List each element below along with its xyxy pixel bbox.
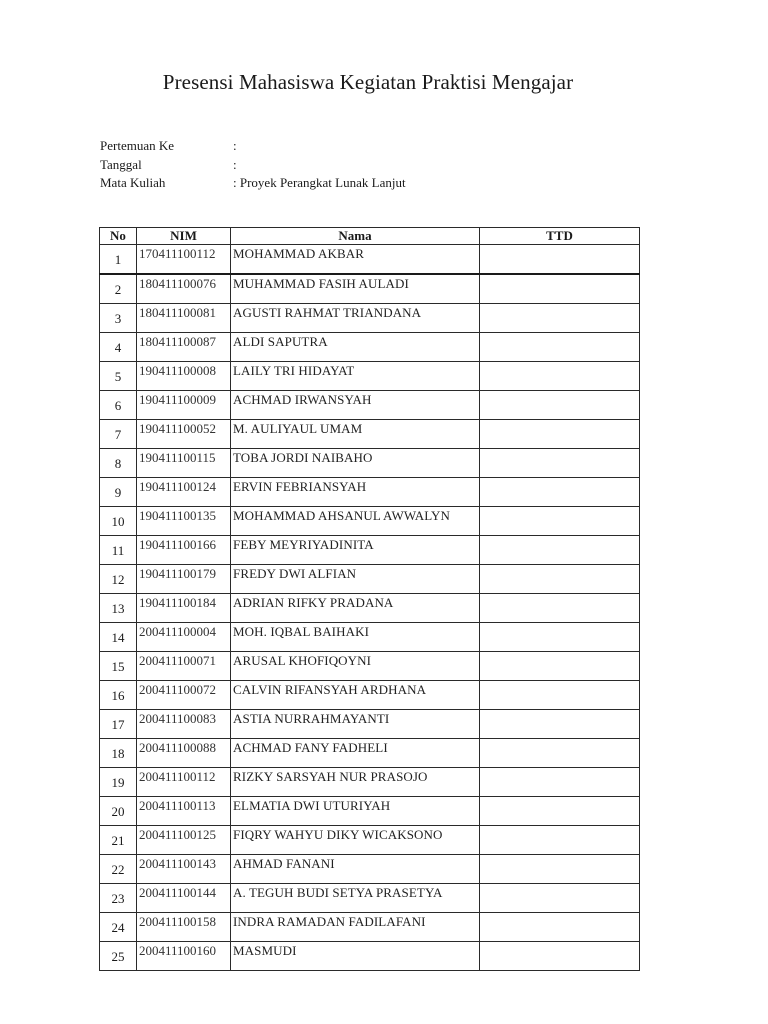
row-number: 15 — [100, 652, 137, 681]
row-number: 21 — [100, 826, 137, 855]
row-nama: ASTIA NURRAHMAYANTI — [231, 710, 480, 739]
row-number: 5 — [100, 362, 137, 391]
row-number: 13 — [100, 594, 137, 623]
table-row — [100, 652, 640, 681]
row-nama: MASMUDI — [231, 942, 480, 971]
row-number: 20 — [100, 797, 137, 826]
row-signature-cell — [480, 536, 640, 565]
row-nim: 190411100184 — [137, 594, 231, 623]
info-row-mata-kuliah — [100, 174, 406, 193]
row-signature-cell — [480, 420, 640, 449]
row-nama: ELMATIA DWI UTURIYAH — [231, 797, 480, 826]
row-number: 19 — [100, 768, 137, 797]
row-nim: 190411100009 — [137, 391, 231, 420]
row-signature-cell — [480, 391, 640, 420]
row-nama: ERVIN FEBRIANSYAH — [231, 478, 480, 507]
row-nim: 200411100143 — [137, 855, 231, 884]
table-row — [100, 594, 640, 623]
row-number: 16 — [100, 681, 137, 710]
row-number: 2 — [100, 274, 137, 304]
table-row — [100, 362, 640, 391]
row-number: 17 — [100, 710, 137, 739]
table-row — [100, 855, 640, 884]
table-row — [100, 536, 640, 565]
row-nama: FIQRY WAHYU DIKY WICAKSONO — [231, 826, 480, 855]
row-signature-cell — [480, 884, 640, 913]
row-number: 25 — [100, 942, 137, 971]
row-number: 1 — [100, 245, 137, 275]
table-row — [100, 478, 640, 507]
table-row — [100, 681, 640, 710]
row-number: 18 — [100, 739, 137, 768]
row-nama: AHMAD FANANI — [231, 855, 480, 884]
table-row — [100, 913, 640, 942]
row-nim: 200411100004 — [137, 623, 231, 652]
row-number: 8 — [100, 449, 137, 478]
row-number: 11 — [100, 536, 137, 565]
row-nama: FEBY MEYRIYADINITA — [231, 536, 480, 565]
row-nim: 190411100166 — [137, 536, 231, 565]
row-nim: 200411100113 — [137, 797, 231, 826]
row-nama: MUHAMMAD FASIH AULADI — [231, 274, 480, 304]
row-nim: 200411100083 — [137, 710, 231, 739]
row-signature-cell — [480, 245, 640, 275]
table-row — [100, 797, 640, 826]
row-number: 24 — [100, 913, 137, 942]
header-no: No — [100, 228, 137, 245]
row-nama: ACHMAD IRWANSYAH — [231, 391, 480, 420]
row-number: 22 — [100, 855, 137, 884]
info-row-tanggal — [100, 156, 406, 175]
row-number: 7 — [100, 420, 137, 449]
row-nama: ADRIAN RIFKY PRADANA — [231, 594, 480, 623]
table-row — [100, 768, 640, 797]
info-label: Mata Kuliah — [100, 175, 166, 190]
row-signature-cell — [480, 913, 640, 942]
row-nim: 190411100115 — [137, 449, 231, 478]
attendance-table — [99, 227, 640, 971]
row-signature-cell — [480, 274, 640, 304]
row-nim: 190411100179 — [137, 565, 231, 594]
row-nama: MOHAMMAD AHSANUL AWWALYN — [231, 507, 480, 536]
row-nama: A. TEGUH BUDI SETYA PRASETYA — [231, 884, 480, 913]
row-nim: 180411100076 — [137, 274, 231, 304]
info-row-pertemuan — [100, 137, 406, 156]
info-value: : Proyek Perangkat Lunak Lanjut — [233, 175, 406, 190]
row-nama: RIZKY SARSYAH NUR PRASOJO — [231, 768, 480, 797]
row-nama: LAILY TRI HIDAYAT — [231, 362, 480, 391]
table-row — [100, 507, 640, 536]
row-signature-cell — [480, 594, 640, 623]
row-signature-cell — [480, 623, 640, 652]
row-signature-cell — [480, 449, 640, 478]
row-nim: 200411100144 — [137, 884, 231, 913]
table-row — [100, 565, 640, 594]
table-row — [100, 623, 640, 652]
row-number: 3 — [100, 304, 137, 333]
row-nama: ARUSAL KHOFIQOYNI — [231, 652, 480, 681]
row-signature-cell — [480, 565, 640, 594]
header-ttd: TTD — [480, 228, 640, 245]
row-number: 23 — [100, 884, 137, 913]
row-signature-cell — [480, 304, 640, 333]
table-body — [100, 245, 640, 971]
table-row — [100, 942, 640, 971]
row-number: 4 — [100, 333, 137, 362]
header-nim: NIM — [137, 228, 231, 245]
row-nim: 170411100112 — [137, 245, 231, 275]
row-nim: 200411100112 — [137, 768, 231, 797]
row-nama: MOH. IQBAL BAIHAKI — [231, 623, 480, 652]
table-row — [100, 710, 640, 739]
row-signature-cell — [480, 478, 640, 507]
row-signature-cell — [480, 942, 640, 971]
row-nama: FREDY DWI ALFIAN — [231, 565, 480, 594]
row-nim: 200411100071 — [137, 652, 231, 681]
info-value: : — [233, 156, 237, 172]
info-label: Tanggal — [100, 156, 142, 172]
row-number: 14 — [100, 623, 137, 652]
row-nim: 190411100124 — [137, 478, 231, 507]
row-nama: M. AULIYAUL UMAM — [231, 420, 480, 449]
row-nim: 190411100052 — [137, 420, 231, 449]
table-row — [100, 274, 640, 304]
row-nim: 180411100081 — [137, 304, 231, 333]
row-signature-cell — [480, 652, 640, 681]
row-signature-cell — [480, 739, 640, 768]
row-nim: 180411100087 — [137, 333, 231, 362]
row-nim: 200411100160 — [137, 942, 231, 971]
table-row — [100, 391, 640, 420]
table-row — [100, 449, 640, 478]
row-number: 9 — [100, 478, 137, 507]
table-row — [100, 826, 640, 855]
row-signature-cell — [480, 855, 640, 884]
row-nama: ALDI SAPUTRA — [231, 333, 480, 362]
row-signature-cell — [480, 333, 640, 362]
info-label: Pertemuan Ke — [100, 138, 175, 153]
row-nim: 190411100135 — [137, 507, 231, 536]
row-nim: 200411100158 — [137, 913, 231, 942]
row-nim: 200411100125 — [137, 826, 231, 855]
info-value: : — [233, 138, 237, 153]
row-number: 12 — [100, 565, 137, 594]
table-header-row — [100, 228, 640, 245]
table-row — [100, 420, 640, 449]
row-signature-cell — [480, 507, 640, 536]
meeting-info — [100, 137, 406, 193]
row-number: 6 — [100, 391, 137, 420]
row-nim: 190411100008 — [137, 362, 231, 391]
row-nama: CALVIN RIFANSYAH ARDHANA — [231, 681, 480, 710]
table-row — [100, 304, 640, 333]
row-nim: 200411100072 — [137, 681, 231, 710]
row-signature-cell — [480, 826, 640, 855]
row-nama: MOHAMMAD AKBAR — [231, 245, 480, 275]
table-row — [100, 245, 640, 275]
row-nama: ACHMAD FANY FADHELI — [231, 739, 480, 768]
document-title: Presensi Mahasiswa Kegiatan Praktisi Mengajar — [162, 70, 574, 94]
header-nama: Nama — [231, 228, 480, 245]
row-signature-cell — [480, 797, 640, 826]
row-nama: INDRA RAMADAN FADILAFANI — [231, 913, 480, 942]
table-row — [100, 333, 640, 362]
table-row — [100, 884, 640, 913]
row-nama: TOBA JORDI NAIBAHO — [231, 449, 480, 478]
row-signature-cell — [480, 681, 640, 710]
table-row — [100, 739, 640, 768]
row-signature-cell — [480, 768, 640, 797]
row-nama: AGUSTI RAHMAT TRIANDANA — [231, 304, 480, 333]
row-signature-cell — [480, 710, 640, 739]
row-nim: 200411100088 — [137, 739, 231, 768]
row-number: 10 — [100, 507, 137, 536]
row-signature-cell — [480, 362, 640, 391]
